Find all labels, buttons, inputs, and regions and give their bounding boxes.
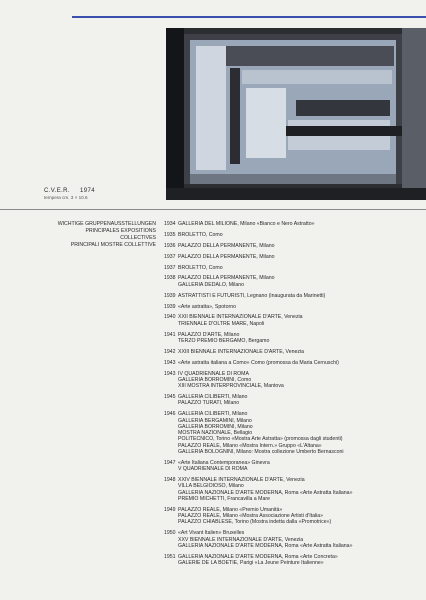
entry-lines bbox=[178, 232, 420, 238]
top-rule bbox=[72, 16, 426, 18]
entry-year: 1936 bbox=[164, 242, 176, 249]
entry-line: «Art Vivant Italien» Bruxelles bbox=[178, 530, 245, 537]
entry-line: PREMIO MICHETTI, Francavilla a Mare bbox=[178, 496, 270, 502]
entry-lines bbox=[178, 394, 420, 407]
exhibition-entry bbox=[164, 411, 420, 455]
heading-french-1: PRINCIPALES EXPOSITIONS bbox=[85, 228, 156, 235]
entry-lines bbox=[178, 371, 420, 390]
entry-year: 1939 bbox=[164, 303, 176, 310]
entry-line: PALAZZO REALE, Milano «Mostra Associazione Artisti d'Italia» bbox=[178, 513, 324, 520]
entry-year: 1937 bbox=[164, 264, 176, 271]
exhibition-entry bbox=[164, 314, 420, 327]
entry-line: GALLERIA BERGAMINI, Milano bbox=[178, 417, 252, 424]
entry-year: 1943 bbox=[164, 359, 176, 366]
exhibition-entry bbox=[164, 304, 420, 310]
entry-year: 1948 bbox=[164, 477, 176, 484]
entry-line: «Arte astratta», Spotorno bbox=[178, 303, 236, 310]
exhibition-entry bbox=[164, 349, 420, 355]
entry-line: TERZO PREMIO BERGAMO, Bergamo bbox=[178, 337, 270, 344]
entry-lines bbox=[178, 554, 420, 567]
entry-lines bbox=[178, 243, 420, 249]
entry-line: GALLERIA NAZIONALE D'ARTE MODERNA, Roma «Arte Astratta Italiana» bbox=[178, 542, 353, 549]
caption-title: C.V.E.R. bbox=[44, 188, 70, 194]
entry-line: XXIV BIENNALE INTERNAZIONALE D'ARTE, Venezia bbox=[178, 477, 305, 484]
entry-line: PALAZZO DELLA PERMANENTE, Milano bbox=[178, 242, 275, 249]
entry-line: GALLERIA CILIBERTI, Milano bbox=[178, 411, 248, 418]
section-headings bbox=[0, 221, 156, 249]
entry-year: 1943 bbox=[164, 370, 176, 377]
entry-year: 1942 bbox=[164, 348, 176, 355]
entry-lines bbox=[178, 530, 420, 549]
entry-year: 1934 bbox=[164, 221, 176, 227]
exhibition-entry bbox=[164, 554, 420, 567]
entry-lines bbox=[178, 304, 420, 310]
entry-line: GALLERIA DEL MILIONE, Milano «Bianco e Nero Astratto» bbox=[178, 221, 315, 227]
entry-line: BROLETTO, Como bbox=[178, 231, 223, 238]
entry-line: TRIENNALE D'OLTRE MARE, Napoli bbox=[178, 320, 265, 327]
entry-lines bbox=[178, 293, 420, 299]
entry-line: PALAZZO CHIABLESE, Torino (Mostra indetta dalla «Promotrice») bbox=[178, 519, 332, 526]
entry-line: MOSTRA NAZIONALE, Bellagio bbox=[178, 430, 253, 437]
painting-caption bbox=[44, 188, 105, 200]
entry-year: 1951 bbox=[164, 553, 176, 560]
entry-lines bbox=[178, 460, 420, 473]
entry-lines bbox=[178, 360, 420, 366]
entry-line: IV QUADRIENNALE DI ROMA bbox=[178, 370, 249, 377]
entry-lines bbox=[178, 265, 420, 271]
exhibition-entry bbox=[164, 243, 420, 249]
entry-year: 1947 bbox=[164, 459, 176, 466]
caption-details: tempera cm. 3 × 10.6 bbox=[44, 195, 88, 200]
entry-line: POLITECNICO, Torino «Mostra Arte Astratta» (promossa dagli studenti) bbox=[178, 436, 343, 443]
caption-year: 1974 bbox=[80, 188, 95, 194]
exhibition-entry bbox=[164, 530, 420, 549]
exhibition-entry bbox=[164, 371, 420, 390]
exhibition-entry bbox=[164, 460, 420, 473]
entry-line: GALLERIA BORROMINI, Como bbox=[178, 376, 252, 383]
entry-line: GALERIE DE LA BOETIE, Parigi «La Jeune Peinture Italienne» bbox=[178, 560, 324, 567]
entry-line: PALAZZO TURATI, Milano bbox=[178, 400, 240, 407]
caption-title-line bbox=[44, 188, 105, 194]
entry-year: 1950 bbox=[164, 530, 176, 537]
entry-line: GALLERIA BORROMINI, Milano bbox=[178, 423, 253, 430]
entry-line: XXIII BIENNALE INTERNAZIONALE D'ARTE, Venezia bbox=[178, 348, 305, 355]
entry-lines bbox=[178, 221, 420, 227]
exhibition-entry bbox=[164, 293, 420, 299]
entry-line: «Arte astratta italiana a Como» Como (promossa da Maria Cernuschi) bbox=[178, 359, 339, 366]
entry-lines bbox=[178, 275, 420, 288]
exhibition-entry bbox=[164, 360, 420, 366]
entry-line: GALLERIA DEDALO, Milano bbox=[178, 281, 245, 288]
entry-line: XIII MOSTRA INTERPROVINCIALE, Mantova bbox=[178, 383, 284, 390]
entry-line: GALLERIA BOLOGNINI, Milano: Mostra collezione Umberto Bernasconi bbox=[178, 449, 344, 456]
entry-line: V QUADRIENNALE DI ROMA bbox=[178, 466, 248, 473]
entry-line: «Arte Italiana Contemporanea» Ginevra bbox=[178, 459, 270, 466]
entry-year: 1945 bbox=[164, 394, 176, 401]
entry-line: XXV BIENNALE INTERNAZIONALE D'ARTE, Venezia bbox=[178, 536, 304, 543]
entry-line: GALLERIA NAZIONALE D'ARTE MODERNA, Roma «Arte Astratta Italiana» bbox=[178, 489, 353, 496]
entry-year: 1939 bbox=[164, 292, 176, 299]
entry-line: ASTRATTISTI E FUTURISTI, Legnano (inaugurata da Marinetti) bbox=[178, 292, 326, 299]
exhibition-entry bbox=[164, 332, 420, 345]
heading-italian: PRINCIPALI MOSTRE COLLETTIVE bbox=[70, 242, 156, 249]
entry-year: 1940 bbox=[164, 314, 176, 321]
entry-line: PALAZZO D'ARTE, Milano bbox=[178, 331, 240, 338]
exhibition-entry bbox=[164, 394, 420, 407]
entry-line: BROLETTO, Como bbox=[178, 264, 223, 271]
entry-line: PALAZZO REALE, Milano «Mostra Intern.» Gruppo «L'Altana» bbox=[178, 442, 322, 449]
heading-german: WICHTIGE GRUPPENAUSSTELLUNGEN bbox=[57, 221, 156, 227]
entry-lines bbox=[178, 254, 420, 260]
entry-lines bbox=[178, 349, 420, 355]
entry-lines bbox=[178, 507, 420, 526]
exhibition-entry bbox=[164, 507, 420, 526]
entry-line: GALLERIA NAZIONALE D'ARTE MODERNA, Roma «Arte Concreta» bbox=[178, 553, 338, 560]
entry-lines bbox=[178, 314, 420, 327]
entry-line: PALAZZO REALE, Milano «Premio Umanità» bbox=[178, 506, 283, 513]
entry-lines bbox=[178, 477, 420, 502]
section-rule bbox=[0, 209, 426, 210]
entry-line: PALAZZO DELLA PERMANENTE, Milano bbox=[178, 253, 275, 260]
entry-year: 1941 bbox=[164, 331, 176, 338]
exhibition-entry bbox=[164, 265, 420, 271]
exhibition-list bbox=[164, 221, 420, 571]
exhibition-entry bbox=[164, 232, 420, 238]
entry-year: 1946 bbox=[164, 411, 176, 418]
entry-year: 1935 bbox=[164, 231, 176, 238]
entry-line: VILLA BELGIOIOSO, Milano bbox=[178, 483, 244, 490]
entry-line: GALLERIA CILIBERTI, Milano bbox=[178, 394, 248, 401]
exhibition-entry bbox=[164, 477, 420, 502]
entry-year: 1949 bbox=[164, 506, 176, 513]
exhibition-entry bbox=[164, 275, 420, 288]
entry-line: XXII BIENNALE INTERNAZIONALE D'ARTE, Venezia bbox=[178, 314, 303, 321]
entry-year: 1938 bbox=[164, 275, 176, 282]
painting-image bbox=[166, 28, 426, 200]
heading-french-2: COLLECTIVES bbox=[120, 235, 156, 242]
entry-year: 1937 bbox=[164, 253, 176, 260]
entry-line: PALAZZO DELLA PERMANENTE, Milano bbox=[178, 275, 275, 282]
exhibition-entry bbox=[164, 254, 420, 260]
entry-lines bbox=[178, 332, 420, 345]
exhibition-entry bbox=[164, 221, 420, 227]
entry-lines bbox=[178, 411, 420, 455]
